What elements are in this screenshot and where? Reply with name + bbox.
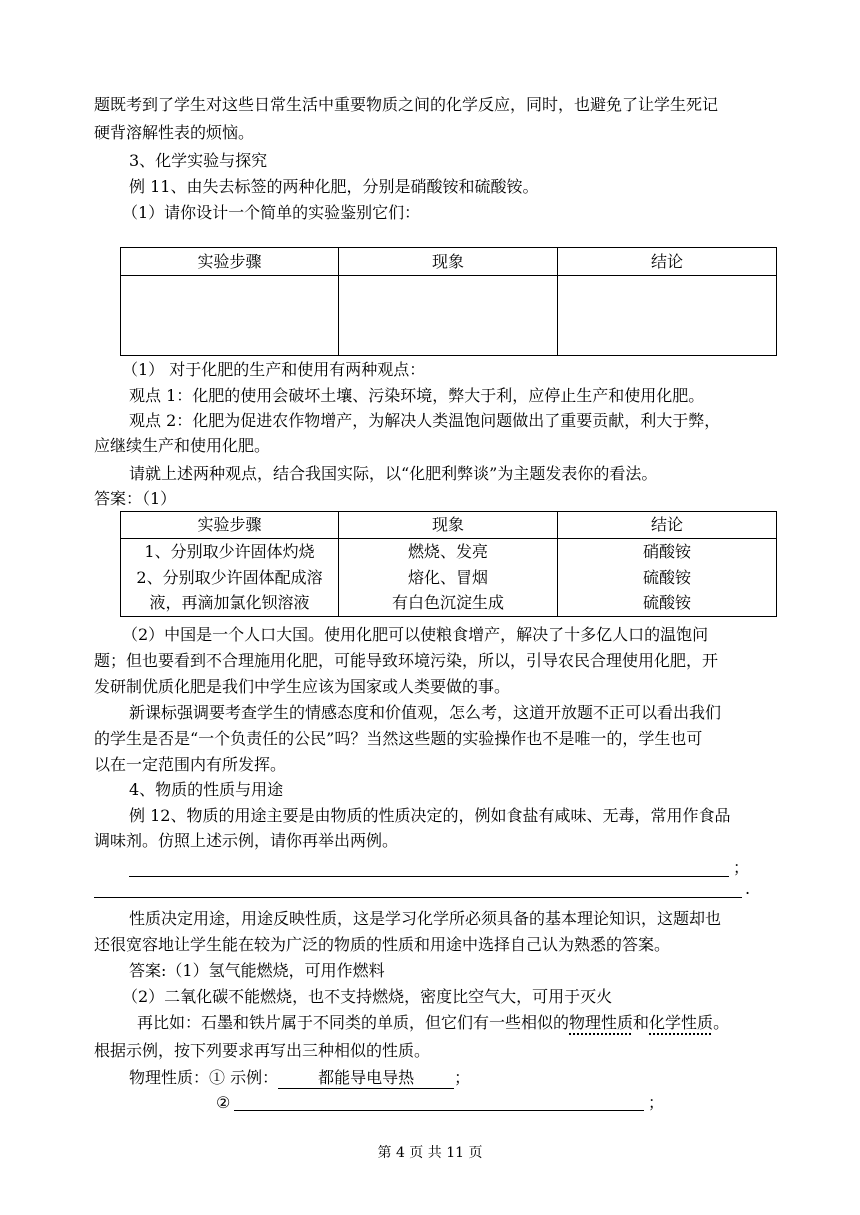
table-cell: 硫酸铵 xyxy=(558,565,777,591)
text-line: 还很宽容地让学生能在较为广泛的物质的性质和用途中选择自己认为熟悉的答案。 xyxy=(94,935,671,954)
table-header: 现象 xyxy=(339,512,558,539)
emphasized-term: 物理性质 xyxy=(569,1013,634,1032)
section-heading: 3、化学实验与探究 xyxy=(129,151,268,170)
blank-table xyxy=(120,247,777,356)
answer-blank[interactable] xyxy=(129,876,729,877)
table-cell: 硝酸铵 xyxy=(558,539,777,565)
answer-label: 答案：（1） xyxy=(94,489,177,508)
table-cell xyxy=(558,276,777,356)
text-line: 发研制优质化肥是我们中学生应该为国家或人类要做的事。 xyxy=(94,677,511,696)
text-segment: 。 xyxy=(713,1013,730,1032)
table-header: 实验步骤 xyxy=(121,512,339,539)
text-line: 调味剂。仿照上述示例，请你再举出两例。 xyxy=(94,831,399,850)
text-line: 硬背溶解性表的烦恼。 xyxy=(94,123,255,142)
table-cell: 熔化、冒烟 xyxy=(339,565,558,591)
text-line: （2）中国是一个人口大国。使用化肥可以使粮食增产，解决了十多亿人口的温饱问 xyxy=(122,625,709,644)
table-cell xyxy=(121,276,339,356)
table-header: 现象 xyxy=(339,248,558,276)
text-line: 以在一定范围内有所发挥。 xyxy=(94,755,287,774)
table-cell: 有白色沉淀生成 xyxy=(339,591,558,617)
question-text: （1）请你设计一个简单的实验鉴别它们： xyxy=(122,203,421,222)
text-line: 应继续生产和使用化肥。 xyxy=(94,436,271,455)
answer-line: 答案:（1）氢气能燃烧，可用作燃料 xyxy=(129,961,385,980)
table-cell: 液，再滴加氯化钡溶液 xyxy=(121,591,339,617)
example-answer: 都能导电导热 xyxy=(278,1068,454,1089)
blank-end-mark: ； xyxy=(733,858,750,877)
text-line: 性质决定用途，用途反映性质，这是学习化学所必须具备的基本理论知识，这题却也 xyxy=(129,909,722,928)
text-line: 观点 2：化肥为促进农作物增产，为解决人类温饱问题做出了重要贡献，利大于弊， xyxy=(129,411,721,430)
table-cell xyxy=(339,276,558,356)
property-example xyxy=(129,1067,470,1089)
text-segment: 和 xyxy=(633,1013,650,1032)
answer-table xyxy=(120,511,777,617)
table-header: 结论 xyxy=(558,248,777,276)
example-title: 例 11、由失去标签的两种化肥，分别是硝酸铵和硫酸铵。 xyxy=(129,177,539,196)
table-header: 实验步骤 xyxy=(121,248,339,276)
text-line xyxy=(137,1012,729,1034)
text-line: 请就上述两种观点，结合我国实际，以“化肥利弊谈”为主题发表你的看法。 xyxy=(129,464,658,483)
answer-line: （2）二氧化碳不能燃烧，也不支持燃烧，密度比空气大，可用于灭火 xyxy=(122,987,613,1006)
example-title: 例 12、物质的用途主要是由物质的性质决定的，例如食盐有咸味、无毒，常用作食品 xyxy=(129,806,731,825)
text-segment: 再比如：石墨和铁片属于不同类的单质，但它们有一些相似的 xyxy=(137,1013,570,1032)
text-line: 题；但也要看到不合理施用化肥，可能导致环境污染，所以，引导农民合理使用化肥，开 xyxy=(94,651,719,670)
question-text: （1） 对于化肥的生产和使用有两种观点： xyxy=(122,360,426,379)
table-cell: 1、分别取少许固体灼烧 xyxy=(121,539,339,565)
table-header: 结论 xyxy=(558,512,777,539)
blank-end-mark: . xyxy=(745,879,751,898)
blank-end-mark: ； xyxy=(648,1093,665,1112)
text-line: 根据示例，按下列要求再写出三种相似的性质。 xyxy=(94,1041,431,1060)
table-cell: 硫酸铵 xyxy=(558,591,777,617)
text-line: 新课标强调要考查学生的情感态度和价值观，怎么考，这道开放题不正可以看出我们 xyxy=(129,703,722,722)
answer-blank[interactable] xyxy=(94,897,742,898)
text-line: 的学生是否是“一个负责任的公民”吗？当然这些题的实验操作也不是唯一的，学生也可 xyxy=(94,729,703,748)
emphasized-term: 化学性质 xyxy=(649,1013,714,1032)
table-cell: 燃烧、发亮 xyxy=(339,539,558,565)
page-footer: 第 4 页 共 11 页 xyxy=(377,1145,483,1161)
table-cell: 2、分别取少许固体配成溶 xyxy=(121,565,339,591)
section-heading: 4、物质的性质与用途 xyxy=(129,780,284,799)
text-segment: ； xyxy=(454,1068,471,1087)
text-line: 观点 1：化肥的使用会破坏土壤、污染环境，弊大于利，应停止生产和使用化肥。 xyxy=(129,386,705,405)
answer-blank[interactable] xyxy=(234,1110,644,1111)
text-line: 题既考到了学生对这些日常生活中重要物质之间的化学反应，同时，也避免了让学生死记 xyxy=(94,95,719,114)
circled-number: ② xyxy=(216,1093,231,1112)
property-label: 物理性质：① 示例： xyxy=(129,1068,279,1087)
